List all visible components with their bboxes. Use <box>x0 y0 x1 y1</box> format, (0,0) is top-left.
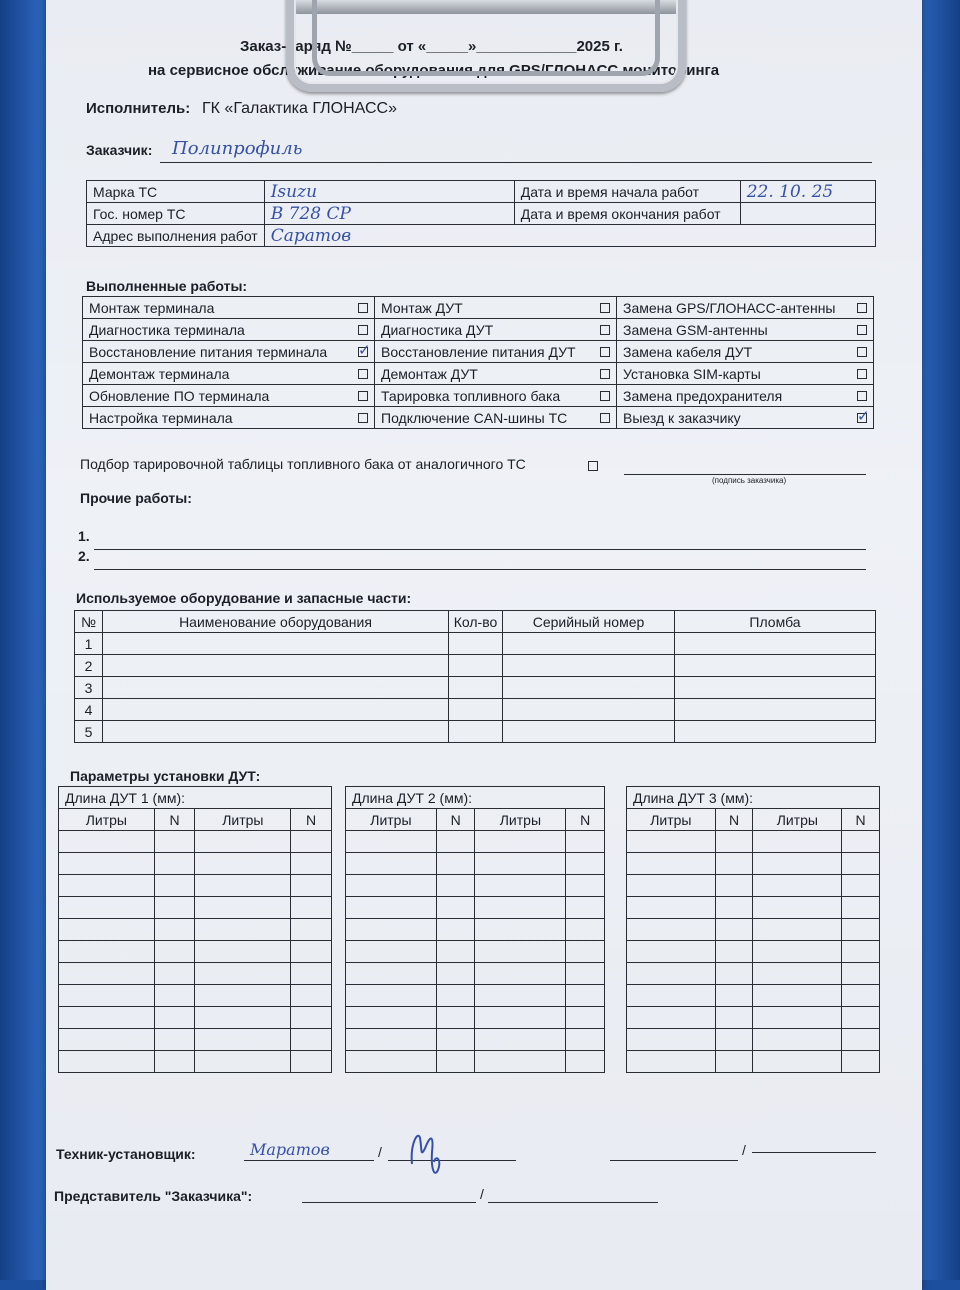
work-item-label: Диагностика терминала <box>89 321 245 338</box>
dut-cell <box>566 875 605 897</box>
work-item <box>83 297 375 319</box>
dut-cell <box>346 1051 437 1073</box>
customer-sign-line <box>624 474 866 475</box>
work-item-checkbox[interactable] <box>358 413 368 423</box>
dut-cell <box>475 1007 566 1029</box>
work-item-label: Монтаж терминала <box>89 299 215 316</box>
work-item <box>83 385 375 407</box>
work-item-checkbox[interactable] <box>358 347 368 357</box>
work-item-label: Замена GSM-антенны <box>623 321 768 338</box>
work-item <box>617 341 874 363</box>
dut-col-header: Литры <box>195 809 291 831</box>
clipboard-clip-inner <box>312 0 660 76</box>
dut-cell <box>627 875 716 897</box>
dut-cell <box>753 831 842 853</box>
dut-cell <box>346 897 437 919</box>
dut-cell <box>154 1029 195 1051</box>
equip-row-no: 2 <box>75 655 103 677</box>
dut-length-label: Длина ДУТ 3 (мм): <box>627 787 880 809</box>
dut-cell <box>154 831 195 853</box>
technician-slash: / <box>378 1144 382 1160</box>
dut-cell <box>753 875 842 897</box>
equip-header-no: № <box>75 611 103 633</box>
form-subtitle: на сервисное обслуживание оборудования для GPS/ГЛОНАСС мониторинга <box>148 62 720 79</box>
dut-cell <box>566 963 605 985</box>
dut-cell <box>195 1007 291 1029</box>
dut-cell <box>475 1029 566 1051</box>
work-item-label: Диагностика ДУТ <box>381 321 494 338</box>
dut-cell <box>842 897 880 919</box>
dut-cell <box>715 919 753 941</box>
dut-cell <box>195 853 291 875</box>
dut-cell <box>566 919 605 941</box>
dut-cell <box>346 831 437 853</box>
dut-cell <box>842 831 880 853</box>
dut-cell <box>436 963 475 985</box>
other-work-2: 2. <box>78 548 90 564</box>
dut-cell <box>475 875 566 897</box>
work-item-label: Замена предохранителя <box>623 387 783 404</box>
equipment-title: Используемое оборудование и запасные части: <box>76 590 412 606</box>
work-item-label: Установка SIM-карты <box>623 365 761 382</box>
dut-cell <box>715 875 753 897</box>
dut-cell <box>59 853 155 875</box>
dut-cell <box>753 853 842 875</box>
dut-cell <box>842 875 880 897</box>
dut-cell <box>195 919 291 941</box>
dut-cell <box>715 1007 753 1029</box>
work-item <box>617 385 874 407</box>
dut-col-header: N <box>715 809 753 831</box>
work-item <box>617 319 874 341</box>
dut-cell <box>753 1029 842 1051</box>
start-value: 22. 10. 25 <box>746 181 834 202</box>
technician-name-line <box>244 1160 374 1161</box>
dut-cell <box>195 897 291 919</box>
dut-cell <box>753 1051 842 1073</box>
dut-cell <box>195 875 291 897</box>
dut-cell <box>436 897 475 919</box>
dut-cell <box>842 1007 880 1029</box>
dut-cell <box>475 1051 566 1073</box>
dut-cell <box>436 1051 475 1073</box>
dut-cell <box>715 897 753 919</box>
dut-cell <box>346 919 437 941</box>
other-work-2-line <box>94 569 866 570</box>
work-item <box>83 407 375 429</box>
dut-cell <box>195 941 291 963</box>
dut-cell <box>346 875 437 897</box>
dut-cell <box>475 831 566 853</box>
work-item-checkbox[interactable] <box>358 391 368 401</box>
dut-cell <box>59 963 155 985</box>
dut-cell <box>291 963 332 985</box>
dut-cell <box>627 1051 716 1073</box>
dut-cell <box>346 853 437 875</box>
dut-cell <box>291 897 332 919</box>
customer-sign-name-line <box>610 1160 738 1161</box>
customer-sign-slash: / <box>742 1142 746 1158</box>
dut-cell <box>154 963 195 985</box>
work-item-label: Восстановление питания ДУТ <box>381 343 576 360</box>
work-item-checkbox[interactable] <box>600 303 610 313</box>
dut-cell <box>195 985 291 1007</box>
dut-cell <box>715 963 753 985</box>
dut-cell <box>346 985 437 1007</box>
contractor-label: Исполнитель: <box>86 100 191 117</box>
customer-underline <box>160 162 872 163</box>
equip-row-no: 3 <box>75 677 103 699</box>
work-item-label: Восстановление питания терминала <box>89 343 328 360</box>
dut-cell <box>715 831 753 853</box>
dut-block-3 <box>626 786 880 1073</box>
dut-cell <box>154 985 195 1007</box>
dut-cell <box>195 963 291 985</box>
dut-cell <box>475 919 566 941</box>
customer-rep-label: Представитель "Заказчика": <box>54 1188 253 1204</box>
work-item-checkbox[interactable] <box>600 325 610 335</box>
dut-block-2 <box>345 786 605 1073</box>
dut-cell <box>59 1051 155 1073</box>
dut-cell <box>715 853 753 875</box>
dut-table <box>58 786 332 1073</box>
dut-cell <box>475 963 566 985</box>
dut-cell <box>842 963 880 985</box>
work-item-checkbox[interactable] <box>600 369 610 379</box>
dut-cell <box>154 897 195 919</box>
dut-cell <box>842 941 880 963</box>
dut-col-header: N <box>436 809 475 831</box>
equip-header-seal: Пломба <box>675 611 876 633</box>
dut-cell <box>291 875 332 897</box>
dut-cell <box>566 831 605 853</box>
work-item <box>375 363 617 385</box>
dut-cell <box>566 1051 605 1073</box>
dut-cell <box>291 853 332 875</box>
dut-cell <box>195 831 291 853</box>
calibration-checkbox[interactable] <box>588 461 598 471</box>
dut-cell <box>436 985 475 1007</box>
dut-cell <box>346 1007 437 1029</box>
work-item-label: Монтаж ДУТ <box>381 299 463 316</box>
dut-col-header: N <box>291 809 332 831</box>
customer-rep-slash: / <box>480 1186 484 1202</box>
equip-row-no: 5 <box>75 721 103 743</box>
calibration-label: Подбор тарировочной таблицы топливного бака от аналогичного ТС <box>80 456 526 472</box>
dut-col-header: N <box>566 809 605 831</box>
dut-cell <box>715 1029 753 1051</box>
dut-cell <box>59 941 155 963</box>
dut-cell <box>291 919 332 941</box>
dut-cell <box>346 941 437 963</box>
work-item <box>83 319 375 341</box>
work-item-label: Настройка терминала <box>89 409 233 426</box>
work-item-label: Обновление ПО терминала <box>89 387 270 404</box>
dut-cell <box>59 1007 155 1029</box>
dut-cell <box>291 1051 332 1073</box>
work-item <box>375 407 617 429</box>
dut-cell <box>627 831 716 853</box>
work-item-label: Демонтаж терминала <box>89 365 230 382</box>
dut-cell <box>154 919 195 941</box>
dut-cell <box>842 1051 880 1073</box>
dut-cell <box>436 941 475 963</box>
brand-value: Isuzu <box>270 181 318 202</box>
dut-cell <box>291 1029 332 1051</box>
dut-cell <box>627 963 716 985</box>
dut-cell <box>753 1007 842 1029</box>
dut-cell <box>195 1029 291 1051</box>
dut-length-label: Длина ДУТ 2 (мм): <box>346 787 605 809</box>
dut-col-header: Литры <box>627 809 716 831</box>
dut-cell <box>59 897 155 919</box>
dut-cell <box>566 985 605 1007</box>
dut-cell <box>475 853 566 875</box>
dut-cell <box>291 1007 332 1029</box>
work-item-checkbox[interactable] <box>600 413 610 423</box>
work-item <box>617 297 874 319</box>
dut-cell <box>566 853 605 875</box>
dut-cell <box>59 831 155 853</box>
dut-cell <box>753 963 842 985</box>
works-title: Выполненные работы: <box>86 278 248 294</box>
dut-table <box>626 786 880 1073</box>
dut-cell <box>436 875 475 897</box>
dut-length-label: Длина ДУТ 1 (мм): <box>59 787 332 809</box>
work-item-label: Подключение CAN-шины ТС <box>381 409 568 426</box>
dut-cell <box>627 897 716 919</box>
dut-cell <box>475 897 566 919</box>
dut-cell <box>842 1029 880 1051</box>
contractor-value: ГК «Галактика ГЛОНАСС» <box>202 100 397 117</box>
customer-value: Полипрофиль <box>172 138 303 159</box>
dut-cell <box>475 985 566 1007</box>
end-value <box>740 203 875 225</box>
customer-label: Заказчик: <box>86 142 153 158</box>
dut-cell <box>436 919 475 941</box>
work-item-label: Замена GPS/ГЛОНАСС-антенны <box>623 299 836 316</box>
other-works-title: Прочие работы: <box>80 490 192 506</box>
dut-cell <box>59 1029 155 1051</box>
dut-cell <box>627 1029 716 1051</box>
equip-row-no: 1 <box>75 633 103 655</box>
dut-col-header: Литры <box>59 809 155 831</box>
dut-col-header: Литры <box>475 809 566 831</box>
dut-cell <box>715 985 753 1007</box>
plate-value: В 728 СР <box>270 203 351 224</box>
dut-col-header: Литры <box>753 809 842 831</box>
equipment-table <box>74 610 876 743</box>
dut-cell <box>566 941 605 963</box>
form-title: Заказ-наряд №_____ от «_____»____________2025 г. <box>240 38 623 55</box>
works-table <box>82 296 874 429</box>
dut-cell <box>627 1007 716 1029</box>
work-item <box>375 319 617 341</box>
equip-header-name: Наименование оборудования <box>103 611 449 633</box>
work-item <box>617 363 874 385</box>
work-item-label: Замена кабеля ДУТ <box>623 343 753 360</box>
dut-cell <box>154 941 195 963</box>
technician-signature-mark <box>404 1124 452 1184</box>
customer-sign-signature-line <box>752 1152 876 1153</box>
other-work-1: 1. <box>78 528 90 544</box>
customer-rep-name-line <box>302 1202 476 1203</box>
dut-cell <box>291 941 332 963</box>
dut-cell <box>346 1029 437 1051</box>
dut-cell <box>154 1051 195 1073</box>
dut-cell <box>154 875 195 897</box>
address-value: Саратов <box>270 225 352 246</box>
work-item <box>375 385 617 407</box>
plate-label: Гос. номер ТС <box>87 203 265 225</box>
vehicle-table <box>86 180 876 247</box>
work-item <box>83 363 375 385</box>
dut-cell <box>436 853 475 875</box>
technician-name: Маратов <box>250 1140 330 1159</box>
dut-cell <box>436 831 475 853</box>
dut-cell <box>566 897 605 919</box>
work-item-checkbox[interactable] <box>600 391 610 401</box>
dut-cell <box>842 919 880 941</box>
customer-sign-caption: (подпись заказчика) <box>712 476 787 485</box>
dut-cell <box>627 853 716 875</box>
dut-col-header: N <box>154 809 195 831</box>
work-item-checkbox[interactable] <box>600 347 610 357</box>
dut-cell <box>842 853 880 875</box>
work-item-label: Тарировка топливного бака <box>381 387 561 404</box>
start-label: Дата и время начала работ <box>514 181 740 203</box>
dut-cell <box>842 985 880 1007</box>
customer-rep-sign-line <box>488 1202 658 1203</box>
work-item-checkbox[interactable] <box>857 369 867 379</box>
dut-cell <box>753 985 842 1007</box>
dut-cell <box>627 919 716 941</box>
brand-label: Марка ТС <box>87 181 265 203</box>
dut-cell <box>154 1007 195 1029</box>
dut-cell <box>715 1051 753 1073</box>
dut-cell <box>59 919 155 941</box>
dut-cell <box>436 1007 475 1029</box>
work-item-label: Выезд к заказчику <box>623 409 741 426</box>
work-item-label: Демонтаж ДУТ <box>381 365 478 382</box>
dut-cell <box>195 1051 291 1073</box>
work-item-checkbox[interactable] <box>857 413 867 423</box>
work-item-checkbox[interactable] <box>358 369 368 379</box>
dut-col-header: N <box>842 809 880 831</box>
dut-col-header: Литры <box>346 809 437 831</box>
other-work-1-line <box>94 549 866 550</box>
dut-cell <box>436 1029 475 1051</box>
dut-cell <box>346 963 437 985</box>
technician-label: Техник-установщик: <box>56 1146 196 1162</box>
work-item <box>617 407 874 429</box>
dut-cell <box>566 1007 605 1029</box>
dut-block-1 <box>58 786 332 1073</box>
equip-header-serial: Серийный номер <box>503 611 675 633</box>
dut-cell <box>475 941 566 963</box>
dut-cell <box>59 985 155 1007</box>
dut-cell <box>566 1029 605 1051</box>
dut-cell <box>59 875 155 897</box>
address-label: Адрес выполнения работ <box>87 225 265 247</box>
dut-cell <box>291 831 332 853</box>
dut-cell <box>753 941 842 963</box>
equip-header-qty: Кол-во <box>449 611 503 633</box>
work-item-checkbox[interactable] <box>857 347 867 357</box>
dut-title: Параметры установки ДУТ: <box>70 768 261 784</box>
dut-cell <box>715 941 753 963</box>
work-item-checkbox[interactable] <box>358 303 368 313</box>
work-item-checkbox[interactable] <box>358 325 368 335</box>
dut-cell <box>291 985 332 1007</box>
dut-table <box>345 786 605 1073</box>
dut-cell <box>753 897 842 919</box>
work-item <box>375 297 617 319</box>
dut-cell <box>154 853 195 875</box>
end-label: Дата и время окончания работ <box>514 203 740 225</box>
equip-row-no: 4 <box>75 699 103 721</box>
work-item-checkbox[interactable] <box>857 391 867 401</box>
work-item-checkbox[interactable] <box>857 303 867 313</box>
work-item <box>83 341 375 363</box>
work-item-checkbox[interactable] <box>857 325 867 335</box>
dut-cell <box>627 985 716 1007</box>
work-item <box>375 341 617 363</box>
dut-cell <box>627 941 716 963</box>
dut-cell <box>753 919 842 941</box>
